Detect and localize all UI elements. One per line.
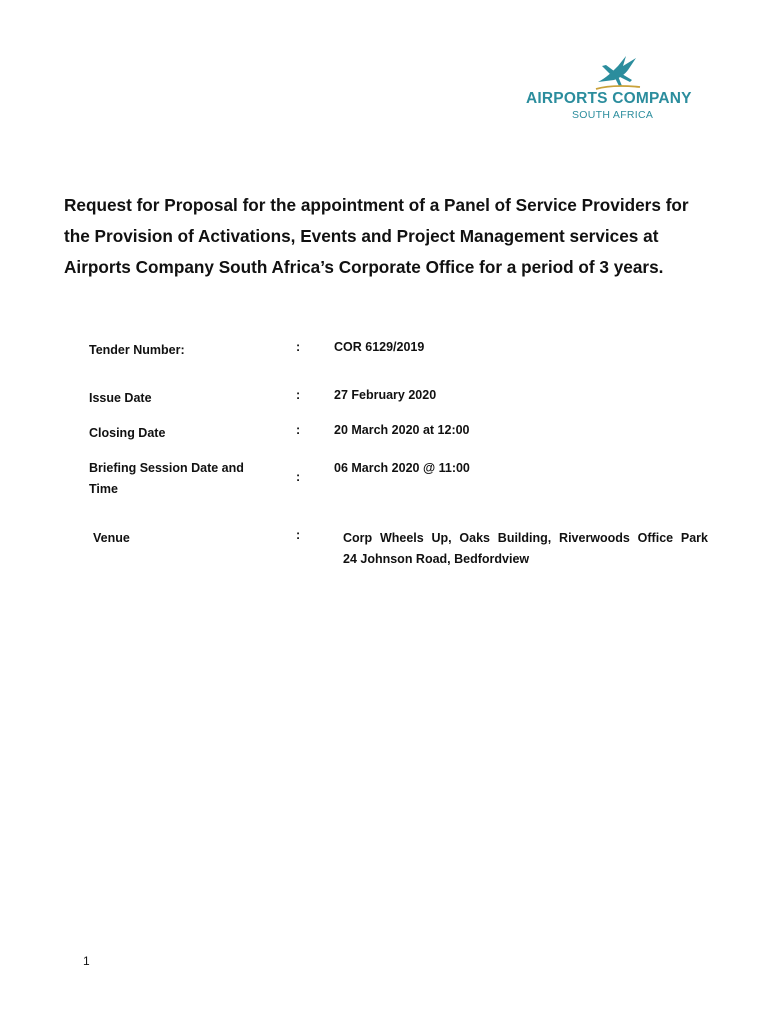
venue-address-line-1: Corp Wheels Up, Oaks Building, Riverwoods Office Park xyxy=(343,531,708,545)
closing-date-label: Closing Date xyxy=(89,426,166,440)
document-title: Request for Proposal for the appointment of a Panel of Service Providers for the Provision of Activations, Events and Project Management services at Airports Company South Africa’s Corporate Office for a period of 3 years. xyxy=(64,195,689,277)
logo-company-name: AIRPORTS COMPANY xyxy=(526,90,692,107)
venue-address-line-2: 24 Johnson Road, Bedfordview xyxy=(343,552,530,566)
logo-company-subtitle: SOUTH AFRICA xyxy=(572,109,654,121)
page-number: 1 xyxy=(83,954,90,968)
briefing-session-label: Briefing Session Date and Time xyxy=(89,461,244,496)
separator: : xyxy=(296,388,301,402)
tender-number-label: Tender Number: xyxy=(89,343,185,357)
separator: : xyxy=(296,470,301,484)
issue-date-label: Issue Date xyxy=(89,391,152,405)
tender-number-value: COR 6129/2019 xyxy=(334,340,425,354)
closing-date-value: 20 March 2020 at 12:00 xyxy=(334,423,470,437)
separator: : xyxy=(296,423,301,437)
flying-figure-icon xyxy=(592,52,644,92)
venue-label: Venue xyxy=(93,531,130,545)
issue-date-value: 27 February 2020 xyxy=(334,388,437,402)
separator: : xyxy=(296,528,301,542)
briefing-session-value: 06 March 2020 @ 11:00 xyxy=(334,461,470,475)
venue-value xyxy=(343,528,708,570)
separator: : xyxy=(296,340,301,354)
company-logo xyxy=(520,52,725,124)
